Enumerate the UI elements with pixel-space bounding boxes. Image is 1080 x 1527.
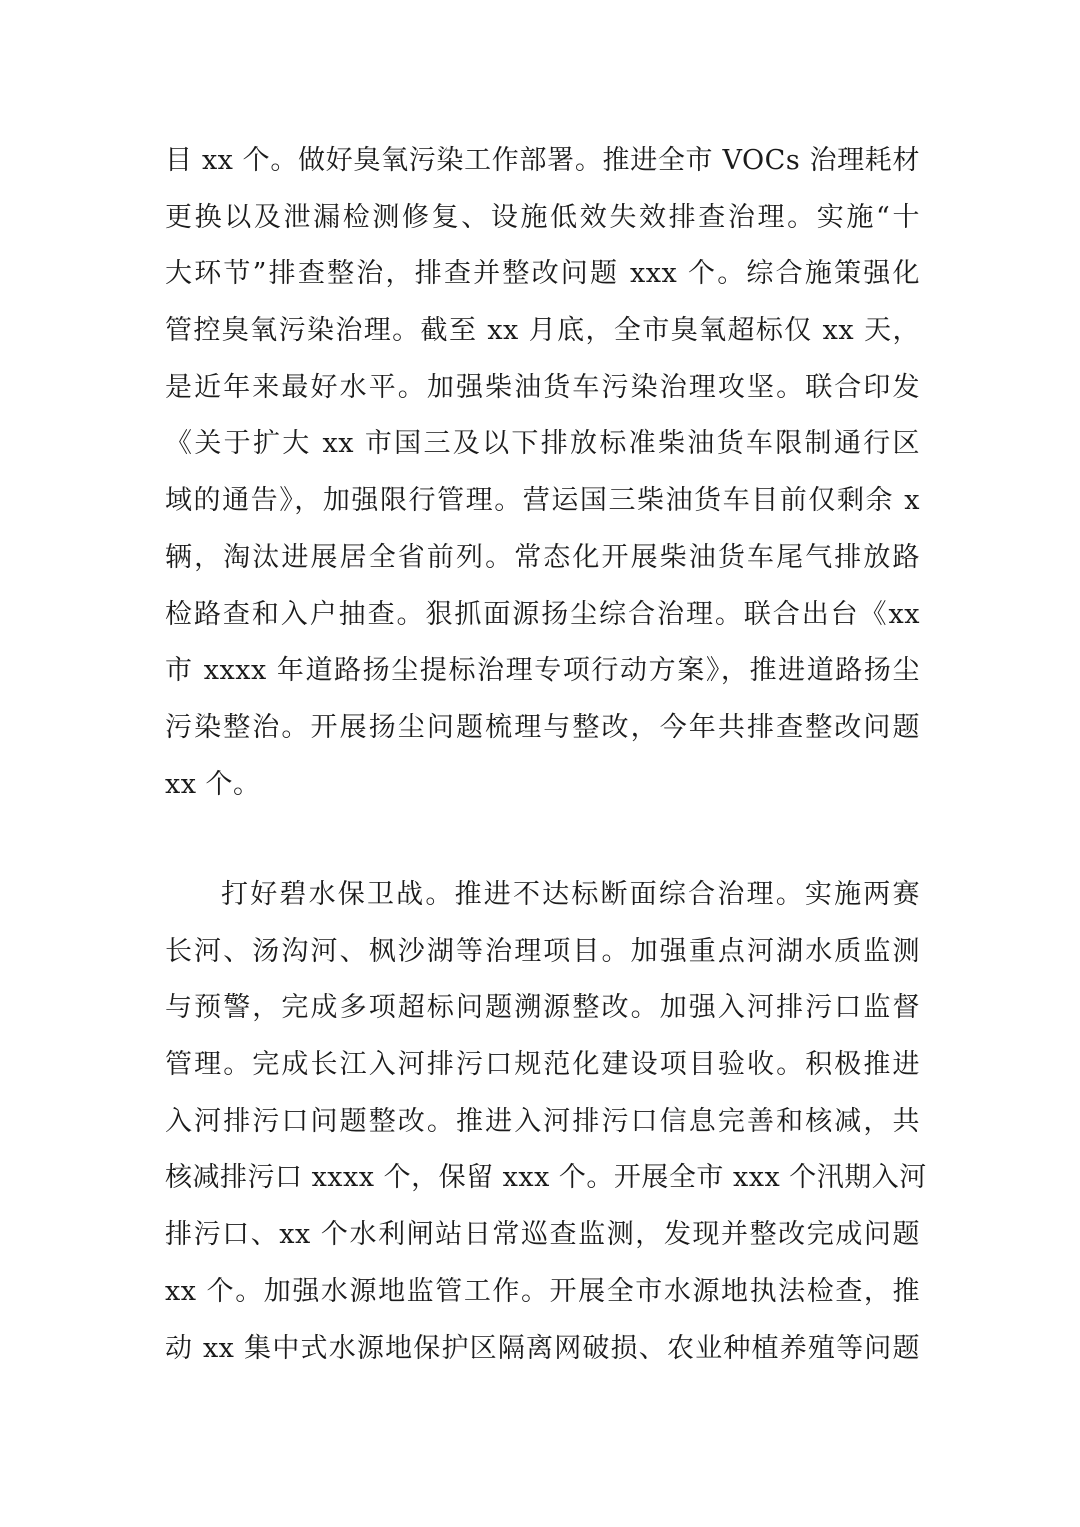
text-line: 长河、汤沟河、枫沙湖等治理项目。加强重点河湖水质监测 [165,935,920,967]
text-line: 管理。完成长江入河排污口规范化建设项目验收。积极推进 [165,1049,920,1081]
text-line: 打好碧水保卫战。推进不达标断面综合治理。实施两赛 [221,879,920,910]
text-line: 更换以及泄漏检测修复、设施低效失效排查治理。实施“十 [165,201,920,233]
text-line: 排污口、xx 个水利闸站日常巡查监测，发现并整改完成问题 [165,1219,920,1251]
text-line: 域的通告》，加强限行管理。营运国三柴油货车目前仅剩余 x [165,485,920,517]
text-line: xx 个。 [165,768,261,800]
text-line: 《关于扩大 xx 市国三及以下排放标准柴油货车限制通行区 [165,428,920,460]
text-line: 与预警，完成多项超标问题溯源整改。加强入河排污口监督 [165,992,920,1024]
text-line: 管控臭氧污染治理。截至 xx 月底，全市臭氧超标仅 xx 天， [165,315,920,347]
text-line: 是近年来最好水平。加强柴油货车污染治理攻坚。联合印发 [165,371,920,403]
text-line: 目 xx 个。做好臭氧污染工作部署。推进全市 VOCs 治理耗材 [165,145,920,176]
text-line: xx 个。加强水源地监管工作。开展全市水源地执法检查，推 [165,1275,920,1307]
text-line: 动 xx 集中式水源地保护区隔离网破损、农业种植养殖等问题 [165,1332,920,1364]
text-line: 检路查和入户抽查。狠抓面源扬尘综合治理。联合出台《xx [165,598,920,630]
text-line: 辆，淘汰进展居全省前列。常态化开展柴油货车尾气排放路 [165,541,920,573]
text-line: 入河排污口问题整改。推进入河排污口信息完善和核减，共 [165,1105,920,1137]
paragraph-air-pollution [165,133,920,813]
text-line: 核减排污口 xxxx 个，保留 xxx 个。开展全市 xxx 个汛期入河 [165,1162,927,1194]
text-line: 市 xxxx 年道路扬尘提标治理专项行动方案》，推进道路扬尘 [165,655,920,687]
text-line: 大环节”排查整治，排查并整改问题 xxx 个。综合施策强化 [165,258,920,290]
paragraph-clear-water [165,867,927,1377]
text-line: 污染整治。开展扬尘问题梳理与整改，今年共排查整改问题 [165,711,920,743]
